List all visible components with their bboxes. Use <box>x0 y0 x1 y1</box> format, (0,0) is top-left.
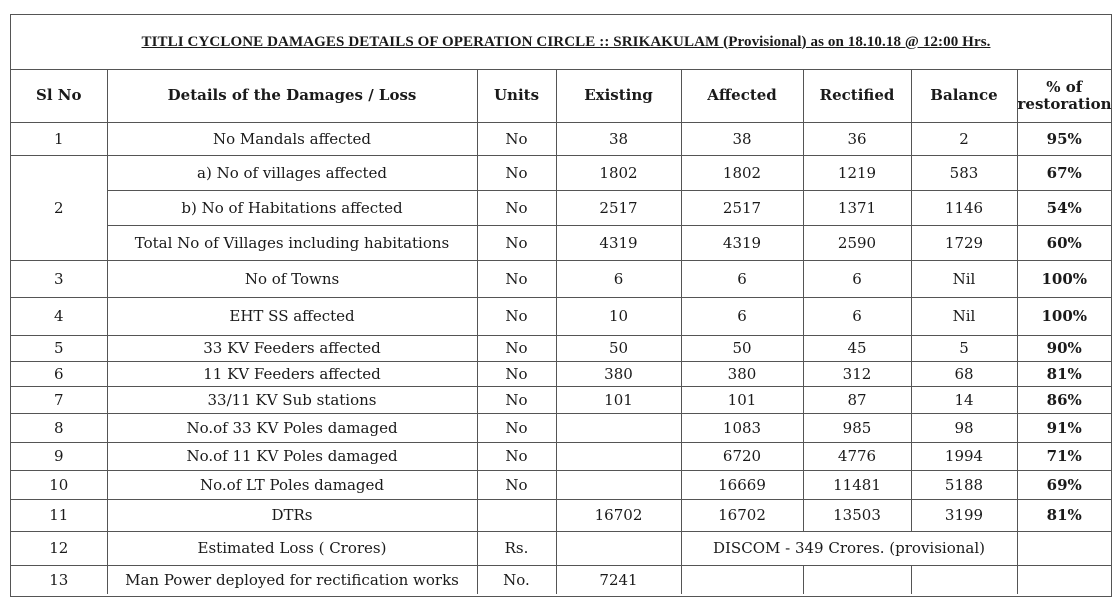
cell-existing: 4319 <box>556 225 681 260</box>
cell-detail: 33 KV Feeders affected <box>107 335 477 361</box>
cell-existing: 1802 <box>556 155 681 190</box>
cell-detail: No Mandals affected <box>107 122 477 155</box>
cell-affected: 38 <box>681 122 803 155</box>
cell-units: No <box>477 335 556 361</box>
cell-balance: 583 <box>911 155 1017 190</box>
cell-detail: a) No of villages affected <box>107 155 477 190</box>
cell-existing: 380 <box>556 361 681 386</box>
table-row <box>11 499 1111 531</box>
cell-affected: 16702 <box>681 499 803 531</box>
cell-sl: 8 <box>11 413 107 442</box>
cell-rectified: 2590 <box>803 225 911 260</box>
header-restoration-line2: restoration <box>1017 94 1112 113</box>
table-row <box>11 155 1111 190</box>
cell-rectified <box>803 565 911 594</box>
cell-restoration: 67% <box>1017 155 1111 190</box>
header-affected: Affected <box>681 70 803 122</box>
cell-sl: 6 <box>11 361 107 386</box>
cell-sl: 2 <box>11 155 107 260</box>
cell-detail: DTRs <box>107 499 477 531</box>
table-row <box>11 565 1111 594</box>
cell-existing: 6 <box>556 260 681 297</box>
cell-rectified: 1371 <box>803 190 911 225</box>
header-existing: Existing <box>556 70 681 122</box>
cell-balance: Nil <box>911 297 1017 335</box>
cell-balance: 68 <box>911 361 1017 386</box>
cell-detail: b) No of Habitations affected <box>107 190 477 225</box>
cell-rectified: 312 <box>803 361 911 386</box>
cell-rectified: 6 <box>803 260 911 297</box>
header-units: Units <box>477 70 556 122</box>
cell-restoration: 81% <box>1017 499 1111 531</box>
cell-detail: No.of 11 KV Poles damaged <box>107 442 477 470</box>
table-row <box>11 386 1111 413</box>
cell-existing <box>556 470 681 499</box>
cell-affected: 50 <box>681 335 803 361</box>
cell-affected <box>681 565 803 594</box>
cell-restoration <box>1017 531 1111 565</box>
cell-restoration: 90% <box>1017 335 1111 361</box>
cell-balance: 5188 <box>911 470 1017 499</box>
cell-rectified: 4776 <box>803 442 911 470</box>
cell-affected: 1083 <box>681 413 803 442</box>
cell-balance: 5 <box>911 335 1017 361</box>
cell-units <box>477 499 556 531</box>
cell-units: No <box>477 155 556 190</box>
header-rectified: Rectified <box>803 70 911 122</box>
cell-restoration <box>1017 565 1111 594</box>
table-row <box>11 297 1111 335</box>
cell-units: No <box>477 470 556 499</box>
header-row <box>11 70 1111 122</box>
table-row <box>11 225 1111 260</box>
cell-restoration: 71% <box>1017 442 1111 470</box>
cell-affected: 380 <box>681 361 803 386</box>
cell-balance <box>911 565 1017 594</box>
cell-existing: 10 <box>556 297 681 335</box>
title-row <box>11 15 1111 70</box>
cell-balance: 1994 <box>911 442 1017 470</box>
cell-restoration: 100% <box>1017 297 1111 335</box>
cell-sl: 9 <box>11 442 107 470</box>
cell-existing: 2517 <box>556 190 681 225</box>
cell-units: No. <box>477 565 556 594</box>
cell-balance: 2 <box>911 122 1017 155</box>
table-row <box>11 531 1111 565</box>
cell-restoration: 86% <box>1017 386 1111 413</box>
cell-affected: 101 <box>681 386 803 413</box>
cell-rectified: 11481 <box>803 470 911 499</box>
cell-balance: 1729 <box>911 225 1017 260</box>
cell-balance: Nil <box>911 260 1017 297</box>
table-row <box>11 413 1111 442</box>
cell-affected: 4319 <box>681 225 803 260</box>
cell-balance: 14 <box>911 386 1017 413</box>
cell-sl: 3 <box>11 260 107 297</box>
header-restoration <box>1017 70 1111 122</box>
cell-units: No <box>477 190 556 225</box>
cell-rectified: 6 <box>803 297 911 335</box>
cell-existing: 101 <box>556 386 681 413</box>
cell-units: Rs. <box>477 531 556 565</box>
cell-units: No <box>477 225 556 260</box>
cell-restoration: 69% <box>1017 470 1111 499</box>
header-sl-no: Sl No <box>11 70 107 122</box>
damages-table <box>11 70 1111 594</box>
cell-balance: 98 <box>911 413 1017 442</box>
cell-balance: 1146 <box>911 190 1017 225</box>
report-sheet <box>10 14 1112 597</box>
cell-existing <box>556 442 681 470</box>
cell-rectified: 1219 <box>803 155 911 190</box>
cell-restoration: 54% <box>1017 190 1111 225</box>
cell-rectified: 45 <box>803 335 911 361</box>
cell-detail: No.of LT Poles damaged <box>107 470 477 499</box>
table-row <box>11 190 1111 225</box>
header-balance: Balance <box>911 70 1017 122</box>
cell-rectified: 87 <box>803 386 911 413</box>
cell-units: No <box>477 442 556 470</box>
cell-restoration: 60% <box>1017 225 1111 260</box>
cell-units: No <box>477 122 556 155</box>
header-details: Details of the Damages / Loss <box>107 70 477 122</box>
cell-sl: 13 <box>11 565 107 594</box>
cell-merged-loss: DISCOM - 349 Crores. (provisional) <box>681 531 1017 565</box>
cell-sl: 4 <box>11 297 107 335</box>
cell-units: No <box>477 413 556 442</box>
cell-units: No <box>477 260 556 297</box>
cell-existing: 50 <box>556 335 681 361</box>
table-row <box>11 470 1111 499</box>
cell-balance: 3199 <box>911 499 1017 531</box>
cell-affected: 6 <box>681 297 803 335</box>
cell-rectified: 36 <box>803 122 911 155</box>
table-row <box>11 260 1111 297</box>
cell-affected: 1802 <box>681 155 803 190</box>
cell-affected: 6 <box>681 260 803 297</box>
cell-sl: 1 <box>11 122 107 155</box>
cell-detail: Total No of Villages including habitations <box>107 225 477 260</box>
cell-sl: 7 <box>11 386 107 413</box>
cell-detail: No.of 33 KV Poles damaged <box>107 413 477 442</box>
cell-existing: 16702 <box>556 499 681 531</box>
cell-restoration: 95% <box>1017 122 1111 155</box>
cell-units: No <box>477 361 556 386</box>
cell-existing <box>556 531 681 565</box>
cell-affected: 16669 <box>681 470 803 499</box>
cell-detail: 11 KV Feeders affected <box>107 361 477 386</box>
cell-existing <box>556 413 681 442</box>
cell-affected: 6720 <box>681 442 803 470</box>
cell-rectified: 985 <box>803 413 911 442</box>
cell-detail: Estimated Loss ( Crores) <box>107 531 477 565</box>
cell-existing: 7241 <box>556 565 681 594</box>
header-restoration-line1: % of <box>1046 77 1083 96</box>
report-title: TITLI CYCLONE DAMAGES DETAILS OF OPERATION CIRCLE :: SRIKAKULAM (Provisional) as on 18.10.18 @ 12:00 Hrs. <box>141 33 991 50</box>
cell-units: No <box>477 297 556 335</box>
cell-detail: EHT SS affected <box>107 297 477 335</box>
table-row <box>11 122 1111 155</box>
cell-detail: Man Power deployed for rectification works <box>107 565 477 594</box>
cell-sl: 10 <box>11 470 107 499</box>
cell-existing: 38 <box>556 122 681 155</box>
cell-sl: 11 <box>11 499 107 531</box>
cell-sl: 12 <box>11 531 107 565</box>
table-row <box>11 361 1111 386</box>
cell-units: No <box>477 386 556 413</box>
cell-detail: 33/11 KV Sub stations <box>107 386 477 413</box>
cell-affected: 2517 <box>681 190 803 225</box>
cell-restoration: 81% <box>1017 361 1111 386</box>
cell-restoration: 100% <box>1017 260 1111 297</box>
table-row <box>11 335 1111 361</box>
cell-rectified: 13503 <box>803 499 911 531</box>
cell-restoration: 91% <box>1017 413 1111 442</box>
table-row <box>11 442 1111 470</box>
cell-sl: 5 <box>11 335 107 361</box>
cell-detail: No of Towns <box>107 260 477 297</box>
